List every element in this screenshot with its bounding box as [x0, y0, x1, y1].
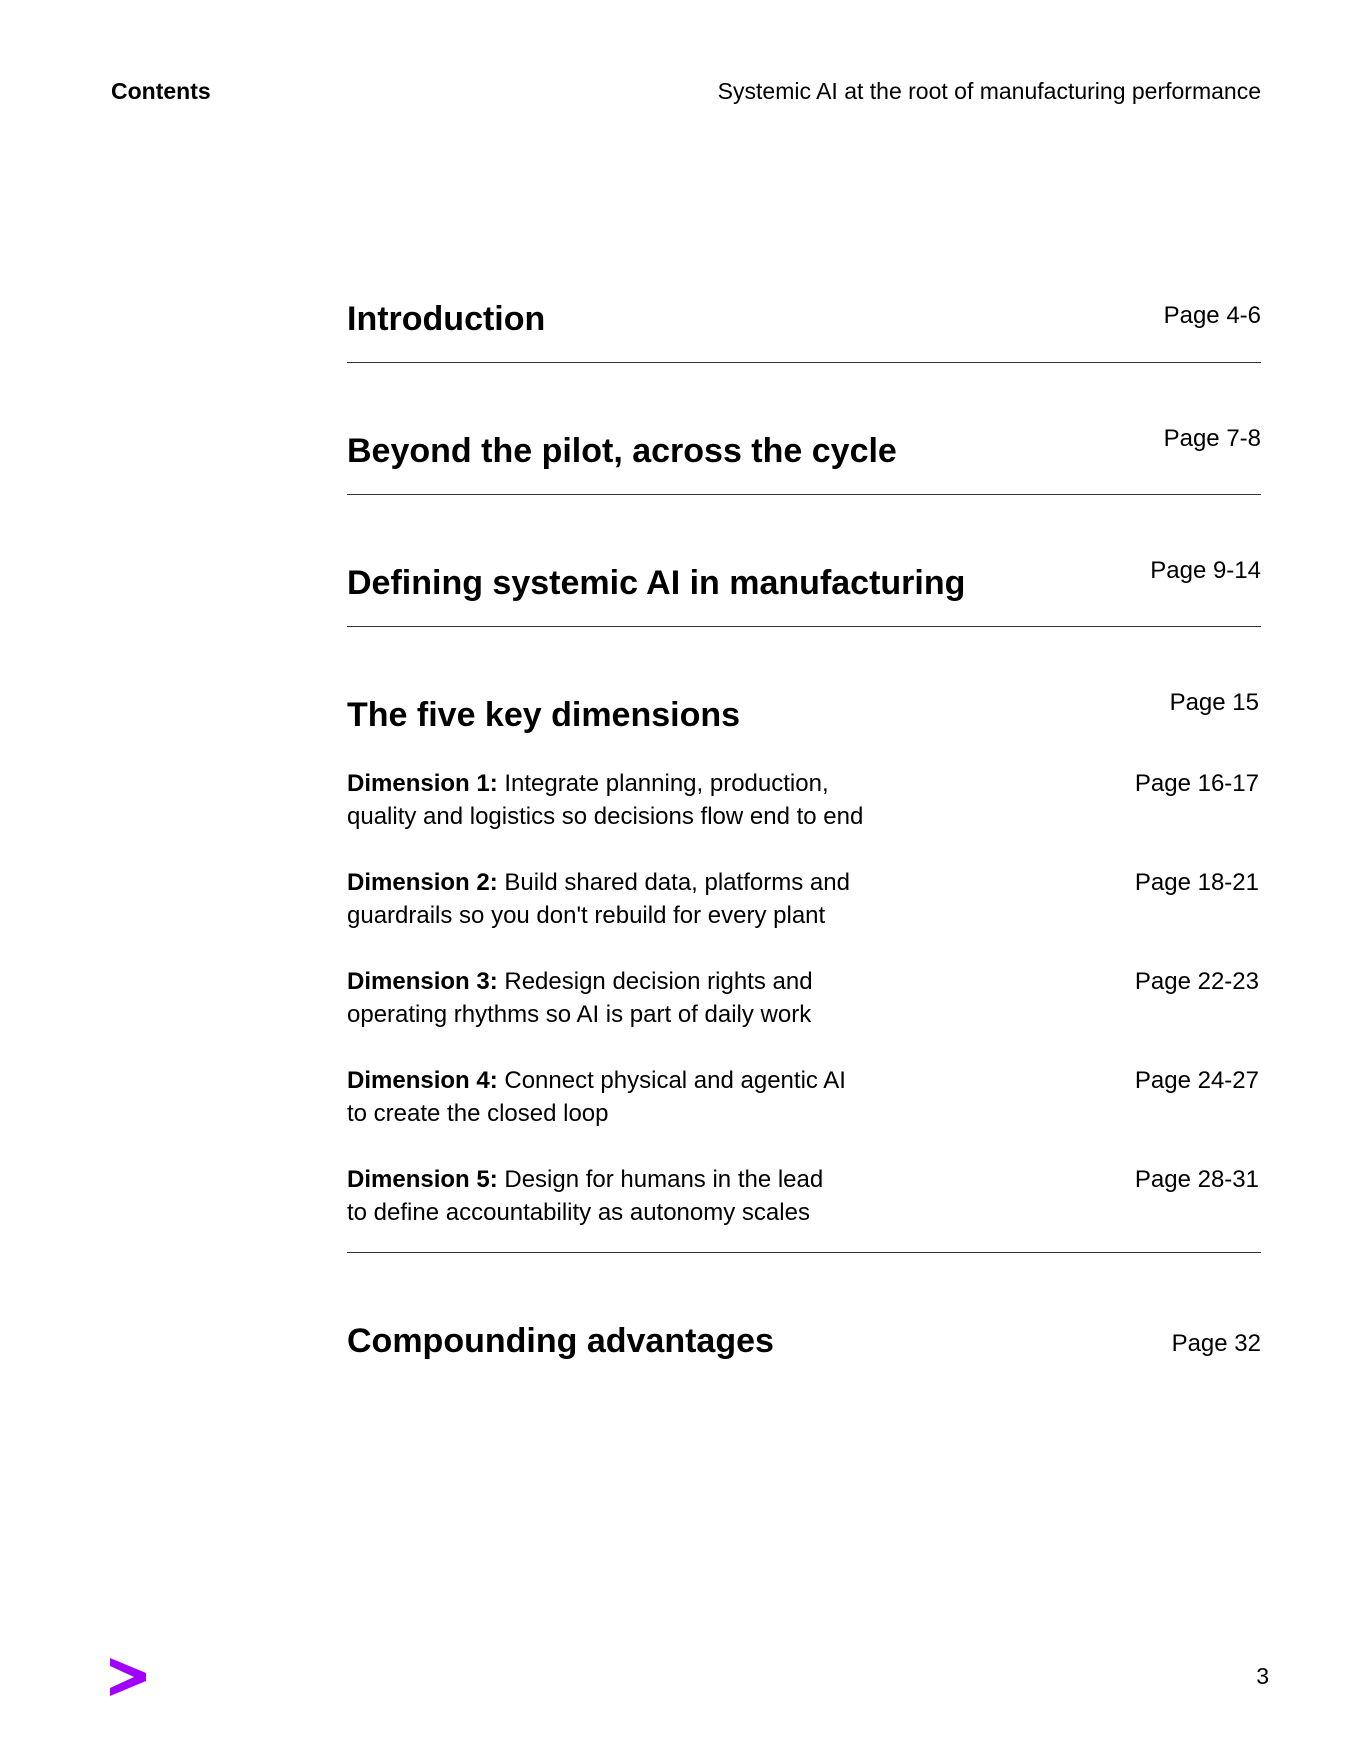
section-divider: [347, 494, 1261, 495]
dimension-text-line2: quality and logistics so decisions flow end to end: [347, 803, 864, 830]
dimension-text-line2: to create the closed loop: [347, 1100, 609, 1127]
dimension-text-line1: Build shared data, platforms and: [497, 869, 850, 896]
contents-label: Contents: [111, 78, 211, 104]
section-page: Page 7-8: [1163, 425, 1261, 452]
section-page: Page 9-14: [1150, 557, 1261, 584]
dimension-text-line2: operating rhythms so AI is part of daily work: [347, 1001, 812, 1028]
dimension-text-line1: Redesign decision rights and: [497, 968, 813, 995]
section-divider: [347, 1252, 1261, 1253]
dimension-label: Dimension 2:: [347, 869, 498, 896]
section-divider: [347, 626, 1261, 627]
section-title[interactable]: Introduction: [347, 300, 546, 338]
section-title[interactable]: Compounding advantages: [347, 1322, 774, 1360]
dimension-page: Page 18-21: [1134, 869, 1259, 896]
page-number: 3: [1256, 1663, 1269, 1689]
dimension-text-line1: Design for humans in the lead: [497, 1166, 824, 1193]
section-title[interactable]: Beyond the pilot, across the cycle: [347, 432, 897, 470]
dimension-row-4[interactable]: [347, 1064, 1261, 1134]
dimension-label: Dimension 1:: [347, 770, 498, 797]
dimension-page: Page 22-23: [1134, 968, 1259, 995]
dimension-row-1[interactable]: [347, 767, 1261, 837]
section-page: Page 32: [1171, 1330, 1261, 1357]
dimension-description: [347, 1163, 967, 1229]
dimension-page: Page 28-31: [1134, 1166, 1259, 1193]
dimension-row-3[interactable]: [347, 965, 1261, 1035]
section-page: Page 15: [1169, 689, 1259, 716]
dimension-text-line2: guardrails so you don't rebuild for every plant: [347, 902, 826, 929]
dimension-description: [347, 965, 967, 1031]
dimension-text-line2: to define accountability as autonomy scales: [347, 1199, 810, 1226]
dimension-description: [347, 767, 967, 833]
accenture-greater-than-logo-icon: [110, 1658, 146, 1696]
dimension-description: [347, 1064, 967, 1130]
section-divider: [347, 362, 1261, 363]
dimension-description: [347, 866, 967, 932]
dimension-row-5[interactable]: [347, 1163, 1261, 1233]
section-title[interactable]: Defining systemic AI in manufacturing: [347, 564, 966, 602]
dimension-label: Dimension 5:: [347, 1166, 498, 1193]
dimension-text-line1: Integrate planning, production,: [497, 770, 829, 797]
document-title: Systemic AI at the root of manufacturing performance: [717, 78, 1261, 104]
section-page: Page 4-6: [1163, 302, 1261, 329]
dimension-text-line1: Connect physical and agentic AI: [497, 1067, 846, 1094]
section-title[interactable]: The five key dimensions: [347, 696, 741, 734]
dimension-label: Dimension 3:: [347, 968, 498, 995]
dimension-label: Dimension 4:: [347, 1067, 498, 1094]
dimension-row-2[interactable]: [347, 866, 1261, 936]
dimension-page: Page 24-27: [1134, 1067, 1259, 1094]
dimension-page: Page 16-17: [1134, 770, 1259, 797]
